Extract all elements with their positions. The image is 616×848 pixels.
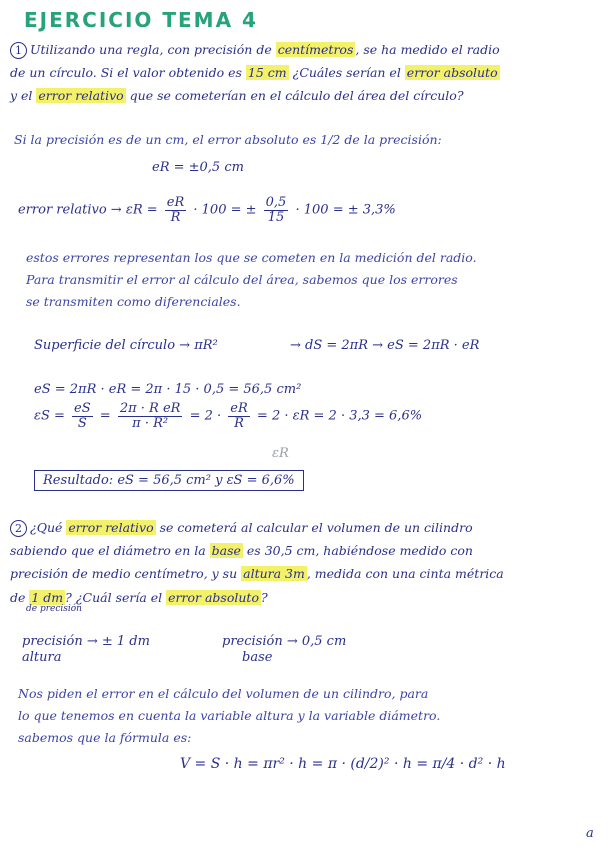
numerator: 0,5 — [265, 195, 287, 210]
crossed-note: εR — [272, 446, 289, 461]
text: = — [99, 408, 115, 424]
solution-2-para-1: Nos piden el error en el cálculo del volumen de un cilindro, para — [18, 686, 429, 701]
fraction — [165, 196, 186, 224]
precision-base: precisión → 0,5 cm — [222, 634, 347, 649]
relative-error-surface — [34, 402, 422, 430]
numerator: eR — [230, 401, 248, 416]
absolute-error-equation: eR = ±0,5 cm — [152, 160, 244, 175]
text: es 30,5 cm, habiéndose medido con — [242, 543, 473, 558]
annotation: de precisión — [26, 604, 82, 614]
solution-1-intro: Si la precisión es de un cm, el error absoluto es 1/2 de la precisión: — [14, 132, 442, 147]
differential-formula: → dS = 2πR → eS = 2πR · eR — [290, 338, 480, 353]
volume-formula: V = S · h = πr² · h = π · (d/2)² · h = π/4 · d² · h — [180, 756, 506, 772]
text: ¿Cuáles serían el — [288, 65, 405, 80]
text: , se ha medido el radio — [355, 42, 500, 57]
text: εR = — [125, 202, 162, 218]
relative-error-equation — [18, 196, 396, 224]
problem-2-line-4 — [10, 590, 268, 605]
text: εS = — [34, 408, 70, 424]
solution-1-para-3: se transmiten como diferenciales. — [26, 294, 241, 309]
fraction — [118, 402, 183, 430]
solution-2-para-2: lo que tenemos en cuenta la variable altura y la variable diámetro. — [18, 708, 441, 723]
denominator: S — [77, 415, 87, 431]
problem-1-line-2 — [10, 65, 500, 80]
text: sabiendo que el diámetro en la — [10, 543, 210, 558]
denominator: π · R² — [132, 415, 169, 431]
numerator: 2π · R eR — [119, 401, 181, 416]
problem-2-line-2 — [10, 543, 473, 558]
numerator: eR — [166, 195, 185, 210]
solution-1-para-2: Para transmitir el error al cálculo del área, sabemos que los errores — [26, 272, 458, 287]
denominator: R — [170, 209, 181, 225]
text: de — [10, 590, 30, 605]
page-number: a — [586, 826, 594, 841]
highlight: error absoluto — [168, 590, 259, 605]
solution-1-para-1: estos errores representan los que se cometen en la medición del radio. — [26, 250, 477, 265]
absolute-error-surface: eS = 2πR · eR = 2π · 15 · 0,5 = 56,5 cm² — [34, 382, 302, 397]
text: error relativo → — [18, 202, 122, 218]
text: ¿Qué — [30, 520, 67, 535]
problem-2-line-1 — [10, 520, 473, 537]
precision-base-label: base — [242, 650, 273, 665]
fraction — [72, 402, 93, 430]
text: · 100 = ± — [193, 202, 261, 218]
highlight: altura 3m — [243, 566, 305, 581]
precision-height: precisión → ± 1 dm — [22, 634, 150, 649]
text: y el — [10, 88, 37, 103]
precision-height-label: altura — [22, 650, 62, 665]
text: que se cometerían en el cálculo del área del círculo? — [125, 88, 464, 103]
solution-2-para-3: sabemos que la fórmula es: — [18, 730, 192, 745]
highlight: error absoluto — [406, 65, 498, 80]
result-box: Resultado: eS = 56,5 cm² y εS = 6,6% — [34, 470, 304, 491]
text: precisión de medio centímetro, y su — [10, 566, 242, 581]
problem-1-line-1 — [10, 42, 500, 59]
text: ? — [260, 590, 268, 605]
text: ? ¿Cuál sería el — [65, 590, 167, 605]
surface-formula: Superficie del círculo → πR² — [34, 338, 218, 353]
denominator: 15 — [267, 209, 285, 225]
text: , medida con una cinta métrica — [306, 566, 504, 581]
text: de un círculo. Si el valor obtenido es — [10, 65, 246, 80]
problem-2-line-3 — [10, 566, 504, 581]
text: = 2 · — [189, 408, 226, 424]
numerator: eS — [74, 401, 91, 416]
text: · 100 = ± 3,3% — [295, 202, 396, 218]
problem-1-number: 1 — [10, 42, 27, 59]
fraction — [228, 402, 249, 430]
problem-1-line-3 — [10, 88, 464, 103]
highlight: 15 cm — [247, 65, 287, 80]
highlight: base — [211, 543, 241, 558]
highlight: centímetros — [277, 42, 354, 57]
highlight: 1 dm — [31, 590, 64, 605]
problem-2-number: 2 — [10, 520, 27, 537]
text: se cometerá al calcular el volumen de un cilindro — [155, 520, 473, 535]
text: Utilizando una regla, con precisión de — [30, 42, 276, 57]
highlight: error relativo — [38, 88, 124, 103]
highlight: error relativo — [68, 520, 154, 535]
text: = 2 · εR = 2 · 3,3 = 6,6% — [256, 408, 423, 424]
denominator: R — [234, 415, 244, 431]
page-title: EJERCICIO TEMA 4 — [24, 8, 258, 32]
fraction — [264, 196, 289, 224]
